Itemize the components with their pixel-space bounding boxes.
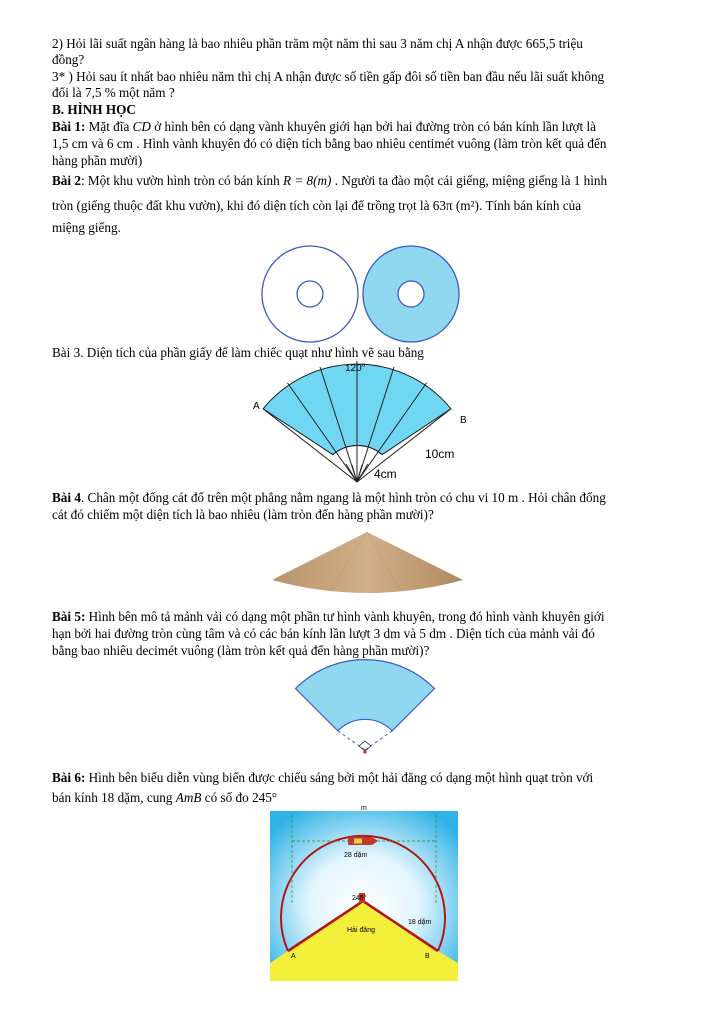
bai2-formula-area: 63π (m²)	[432, 198, 479, 213]
bai1-line1	[52, 119, 596, 135]
fig-28-miles: 28 dặm	[344, 852, 368, 859]
fan-point-a: A	[253, 401, 260, 412]
center-guides	[338, 731, 392, 750]
fan-figure	[250, 358, 480, 490]
bai6-text: Hình bên biểu diễn vùng biển được chiếu sáng bởi một hải đăng có dạng một hình quạt tròn với	[85, 770, 594, 785]
bai2-line2	[52, 198, 581, 214]
bai6-arc-name: AmB	[175, 790, 202, 805]
annulus-outline	[262, 246, 358, 342]
q3-line1: 3* ) Hỏi sau ít nhất bao nhiêu năm thì chị A nhận được số tiền gấp đôi số tiền ban đầu nếu lãi suất không	[52, 69, 605, 84]
annulus-filled	[363, 246, 459, 342]
bai2-text-d: . Tính bán kính của	[478, 198, 582, 213]
bai5-text: Hình bên mô tả mảnh vải có dạng một phần tư hình vành khuyên, trong đó hình vành khuyên giới	[85, 609, 605, 624]
q2-line2: đồng?	[52, 52, 85, 67]
bai1-var-cd: CD	[132, 119, 151, 134]
fan-inner-length: 4cm	[374, 467, 397, 481]
bai1-label: Bài 1:	[52, 119, 86, 134]
q2-line1: 2) Hỏi lãi suất ngân hàng là bao nhiêu phần trăm một năm thì sau 3 năm chị A nhận được 665,5 triệu	[52, 36, 583, 51]
lighthouse-figure	[268, 803, 460, 983]
fig-point-a: A	[291, 953, 296, 960]
fig-point-b: B	[425, 953, 430, 960]
fig-18-miles: 18 dặm	[408, 919, 432, 926]
ship-icon	[348, 837, 378, 845]
bai6-angle: 245°	[252, 790, 278, 805]
bai4-line1	[52, 490, 606, 506]
bai1-line2: 1,5 cm và 6 cm . Hình vành khuyên đó có diện tích bằng bao nhiêu centimét vuông (làm tròn kết quả đến	[52, 136, 607, 151]
section-title: B. HÌNH HỌC	[52, 102, 136, 117]
bai2-line1	[52, 173, 607, 189]
bai6-line2	[52, 790, 277, 806]
fan-angle-label: 120°	[345, 363, 366, 374]
center-point	[363, 750, 366, 753]
fabric-piece	[296, 660, 435, 731]
fig-lighthouse-label: Hải đăng	[347, 927, 376, 934]
bai3-line: Bài 3. Diện tích của phần giấy để làm chiếc quạt như hình vẽ sau bằng	[52, 345, 424, 360]
bai1-text-b: ở hình bên có dạng vành khuyên giới hạn bởi hai đường tròn có bán kính lần lượt là	[150, 119, 596, 134]
fig-245: 245°	[352, 895, 367, 902]
bai1-text-a: Mặt đĩa	[85, 119, 133, 134]
bai6-label: Bài 6:	[52, 770, 86, 785]
quarter-annulus	[290, 660, 440, 760]
fan-point-b: B	[460, 415, 467, 426]
q3-line2: đổi là 7,5 % một năm ?	[52, 85, 175, 100]
bai2-text-b: . Người ta đào một cái giếng, miệng giếng là 1 hình	[331, 173, 608, 188]
fig-m: m	[361, 805, 367, 812]
bai4-label: Bài 4	[52, 490, 81, 505]
bai6-text-b: có số đo	[201, 790, 252, 805]
right-angle-mark	[359, 741, 371, 751]
bai5-line3: bằng bao nhiêu decimét vuông (làm tròn kết quả đến hàng phần mười)?	[52, 643, 430, 658]
sand-pile	[270, 530, 465, 598]
bai2-line3: miệng giếng.	[52, 220, 121, 235]
bai5-label: Bài 5:	[52, 609, 86, 624]
bai2-formula-r: R = 8(m)	[282, 173, 332, 188]
bai4-line2: cát đó chiếm một diện tích là bao nhiêu (làm tròn đến hàng phần mười)?	[52, 507, 434, 522]
bai4-text: . Chân một đống cát đổ trên một phẳng nằm ngang là một hình tròn có chu vi 10 m . Hỏi chân đống	[80, 490, 606, 505]
fan-outer-length: 10cm	[425, 447, 455, 461]
bai6-text-a: bán kính 18 dặm, cung	[52, 790, 176, 805]
sand-cone	[272, 532, 463, 593]
bai2-label: Bài 2	[52, 173, 81, 188]
bai2-text-a: : Một khu vườn hình tròn có bán kính	[80, 173, 283, 188]
bai1-line3: hàng phần mười)	[52, 153, 143, 168]
bai5-line1	[52, 609, 605, 625]
bai2-text-c: tròn (giếng thuộc đất khu vườn), khi đó diện tích còn lại để trồng trọt là	[52, 198, 433, 213]
rings-figure	[255, 244, 465, 344]
bai5-line2: hạn bởi hai đường tròn cùng tâm và có các bán kính lần lượt 3 dm và 5 dm . Diện tích của mảnh vải đó	[52, 626, 595, 641]
bai6-line1	[52, 770, 593, 786]
